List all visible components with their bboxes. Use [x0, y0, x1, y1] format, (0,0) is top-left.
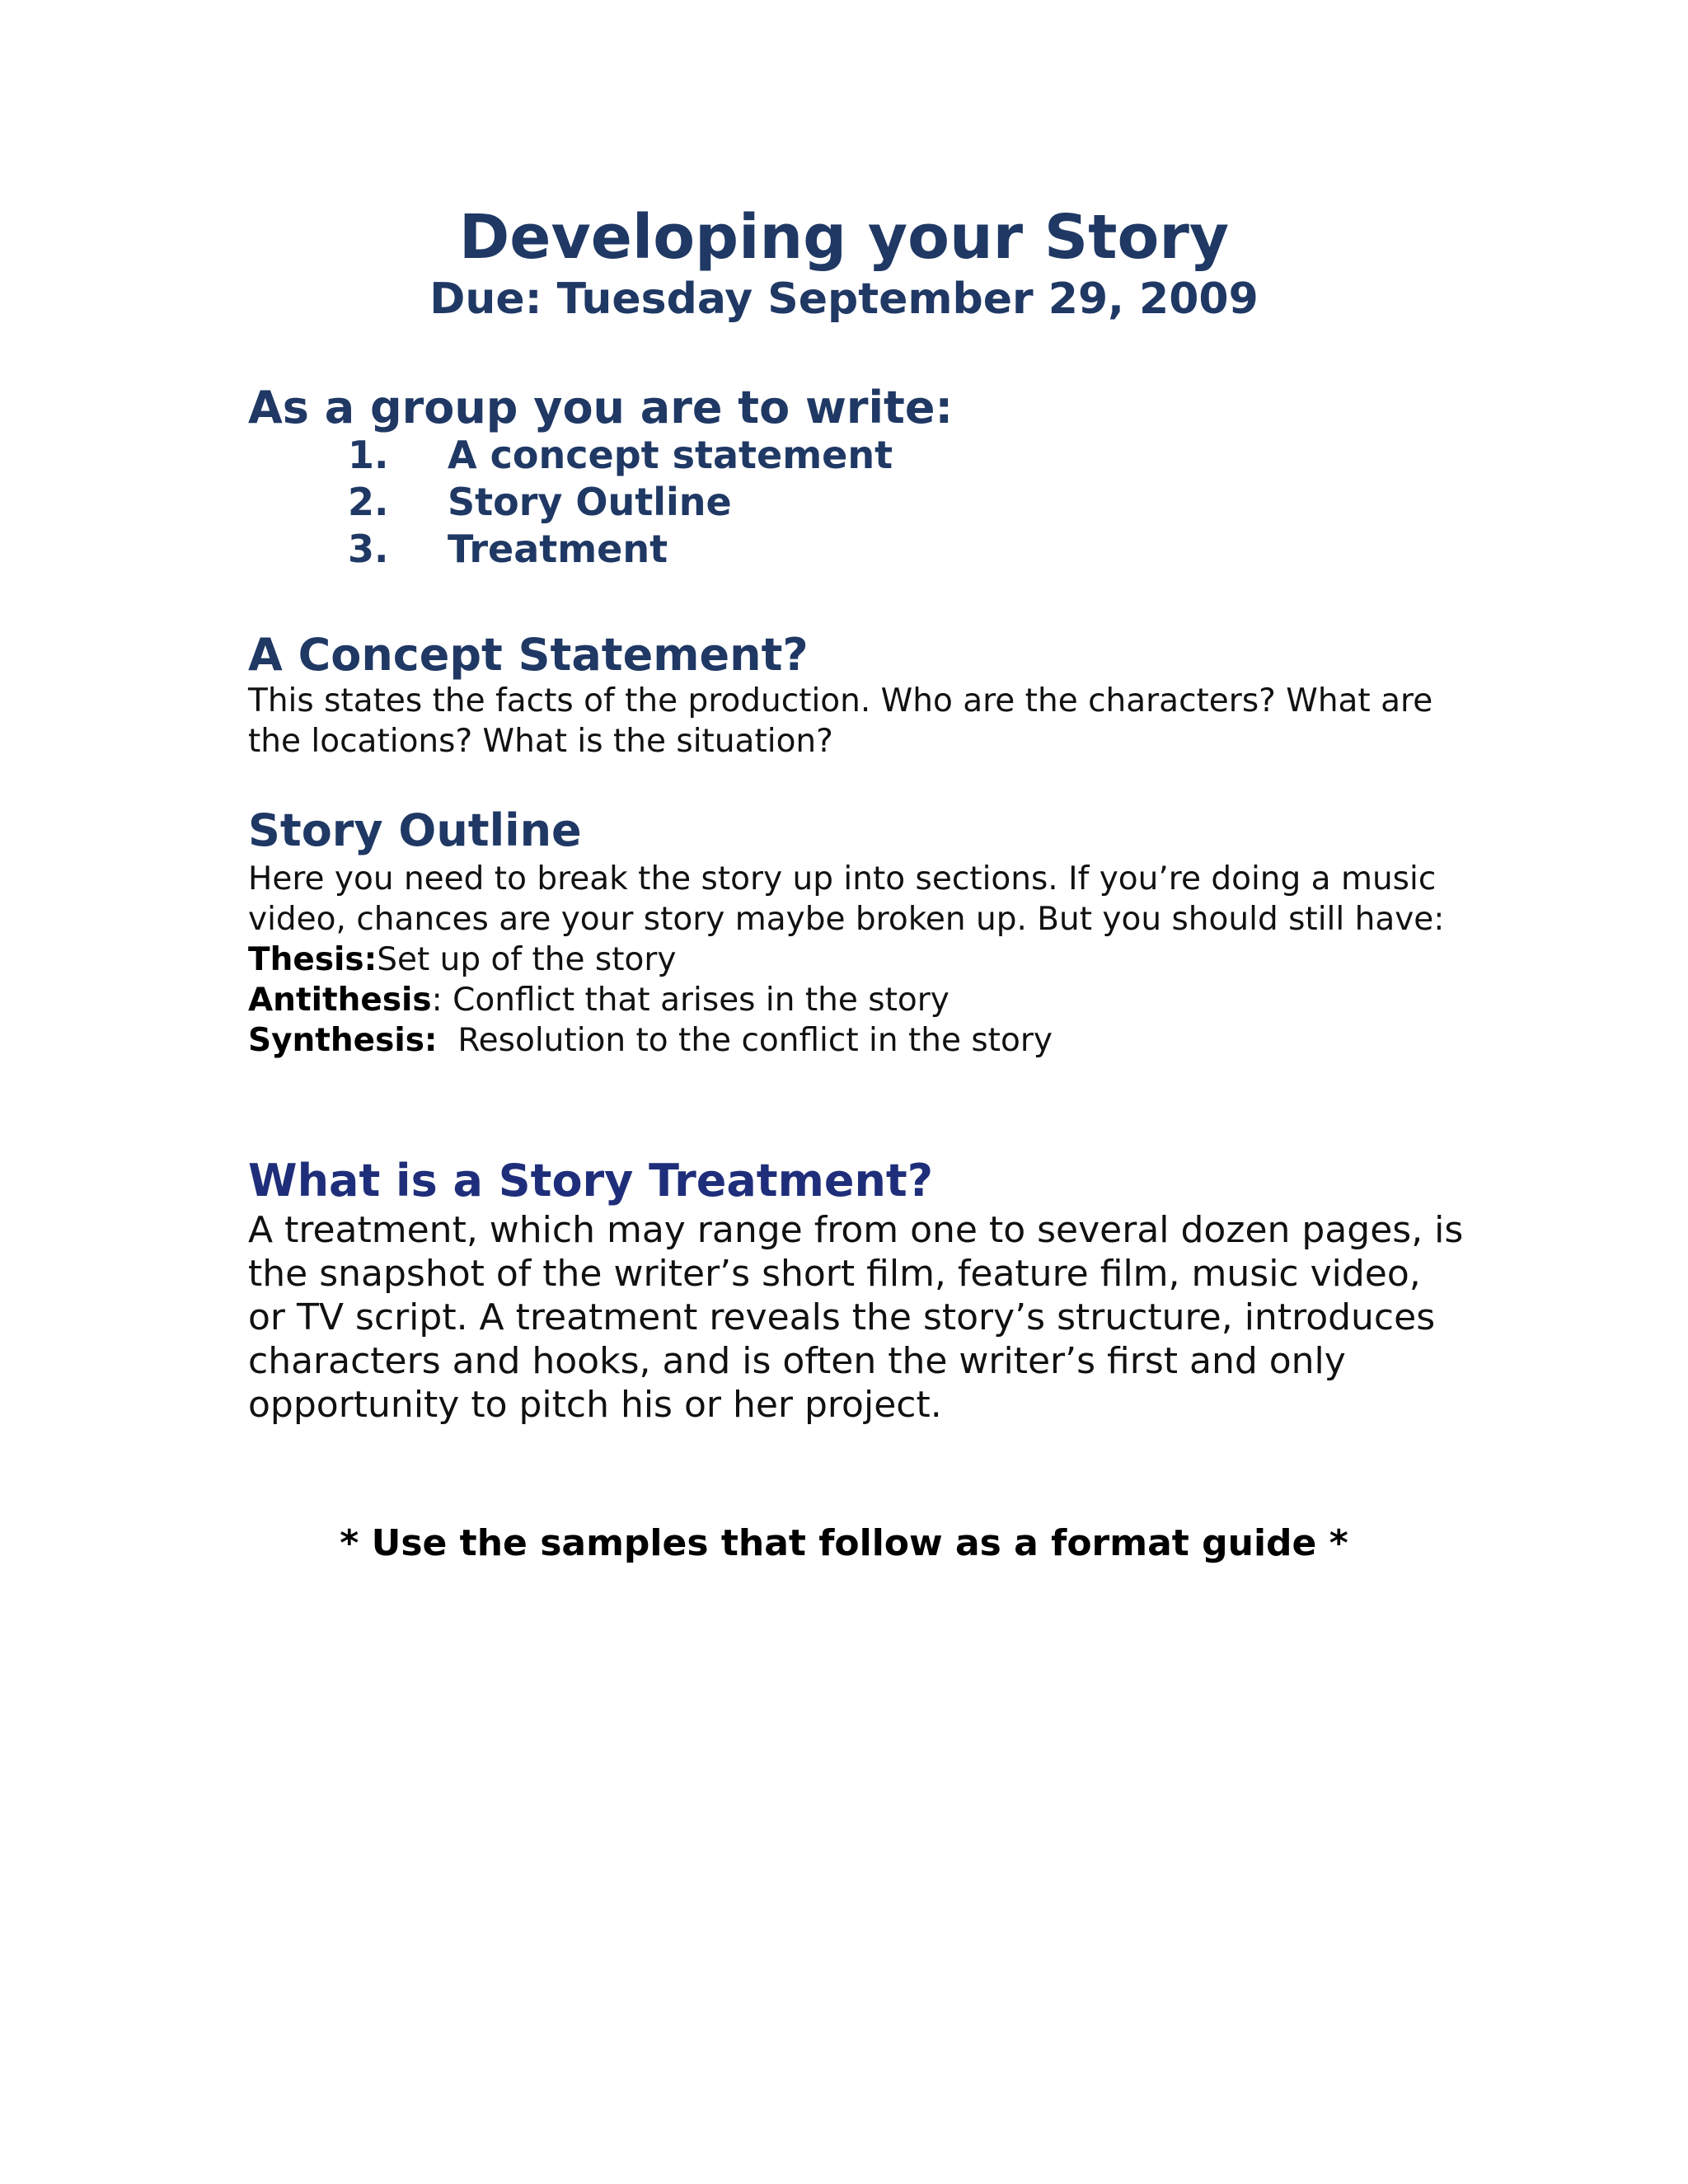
treatment-body: [248, 1208, 1468, 1427]
treatment-heading: What is a Story Treatment?: [248, 1155, 934, 1207]
term-row-thesis: [248, 940, 1451, 980]
list-item: [348, 526, 893, 573]
list-item: [348, 432, 893, 479]
term-definition: Set up of the story: [377, 941, 677, 978]
concept-body: [248, 681, 1451, 762]
concept-heading: A Concept Statement?: [248, 629, 809, 681]
list-item: [348, 479, 893, 526]
term-label: Synthesis:: [248, 1022, 438, 1059]
term-row-synthesis: [248, 1020, 1451, 1061]
treatment-text: A treatment, which may range from one to several dozen pages, is the snapshot of the writer’s short film, feature film, music video, or TV script. A treatment reveals the story’s structure, introduces characters and hooks, and is often the writer’s first and only opportunity to pitch his or her project.: [248, 1209, 1464, 1426]
term-row-antithesis: [248, 980, 1451, 1020]
term-label: Thesis:: [248, 941, 377, 978]
outline-heading: Story Outline: [248, 804, 582, 856]
page-title: Developing your Story: [458, 202, 1230, 273]
task-list: [348, 432, 893, 573]
list-item-label: Story Outline: [448, 480, 732, 524]
group-heading: As a group you are to write:: [248, 382, 954, 434]
list-item-label: Treatment: [448, 527, 668, 571]
concept-text: This states the facts of the production. Who are the characters? What are the locations? What is the situation?: [248, 682, 1433, 760]
due-date: Due: Tuesday September 29, 2009: [429, 274, 1259, 324]
outline-intro: Here you need to break the story up into sections. If you’re doing a music video, chances are your story maybe broken up. But you should still have:: [248, 860, 1445, 938]
outline-body: [248, 859, 1451, 1061]
term-definition: Resolution to the conflict in the story: [437, 1022, 1053, 1059]
term-label: Antithesis: [248, 982, 432, 1019]
term-definition: : Conflict that arises in the story: [431, 982, 950, 1019]
list-item-number: 2.: [348, 480, 389, 524]
list-item-label: A concept statement: [448, 433, 893, 477]
list-item-number: 3.: [348, 527, 389, 571]
list-item-number: 1.: [348, 433, 389, 477]
format-guide-note: * Use the samples that follow as a format guide *: [340, 1522, 1348, 1564]
